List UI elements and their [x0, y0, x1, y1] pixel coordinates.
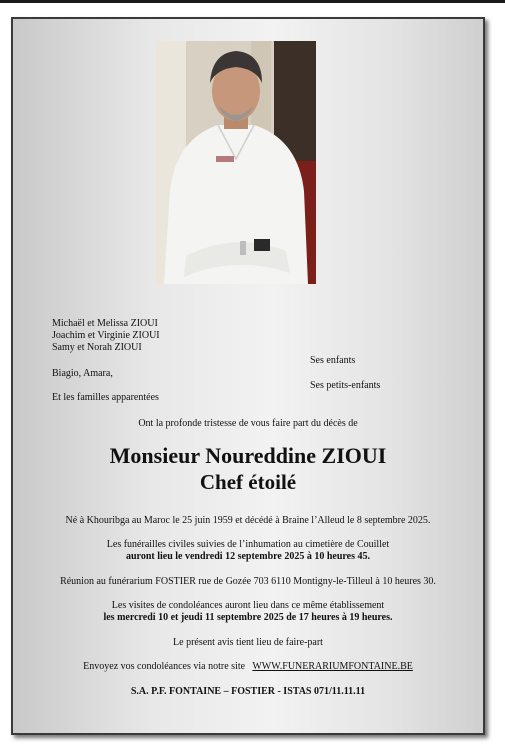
family-children-3: Samy et Norah ZIOUI [52, 342, 142, 353]
footer-company: S.A. P.F. FONTAINE – FOSTIER - ISTAS 071/11.11.11 [130, 686, 366, 697]
funeral-line-2: auront lieu le vendredi 12 septembre 2025 à 10 heures 45. [126, 551, 370, 562]
family-children-1: Michaël et Melissa ZIOUI [52, 318, 158, 329]
condolences-link[interactable]: WWW.FUNERARIUMFONTAINE.BE [252, 661, 413, 672]
funeral-line-1: Les funérailles civiles suivies de l’inhumation au cimetière de Couillet [106, 539, 390, 550]
notice-line: Le présent avis tient lieu de faire-part [173, 637, 323, 648]
deceased-photo [156, 41, 316, 284]
top-border [0, 0, 505, 3]
family-grandchildren: Biagio, Amara, [52, 368, 113, 379]
family-relatives: Et les familles apparentées [52, 392, 159, 403]
visits-line-1: Les visites de condoléances auront lieu dans ce même établissement [111, 600, 385, 611]
meeting-line: Réunion au funérarium FOSTIER rue de Gozée 703 6110 Montigny-le-Tilleul à 10 heures 30. [60, 576, 436, 587]
children-role: Ses enfants [310, 355, 356, 366]
birth-death-line: Né à Khouribga au Maroc le 25 juin 1959 et décédé à Braine l’Alleud le 8 septembre 2025. [65, 515, 431, 526]
announcement: Ont la profonde tristesse de vous faire part du décès de [138, 418, 358, 429]
deceased-title: Chef étoilé [199, 470, 297, 494]
condolences-line [13, 661, 483, 673]
visits-line-2: les mercredi 10 et jeudi 11 septembre 2025 de 17 heures à 19 heures. [103, 612, 393, 623]
death-notice-card [11, 17, 485, 735]
family-children-2: Joachim et Virginie ZIOUI [52, 330, 160, 341]
condolences-text: Envoyez vos condoléances via notre site [83, 661, 246, 672]
deceased-name: Monsieur Noureddine ZIOUI [109, 443, 387, 468]
grandchildren-role: Ses petits-enfants [310, 380, 381, 391]
